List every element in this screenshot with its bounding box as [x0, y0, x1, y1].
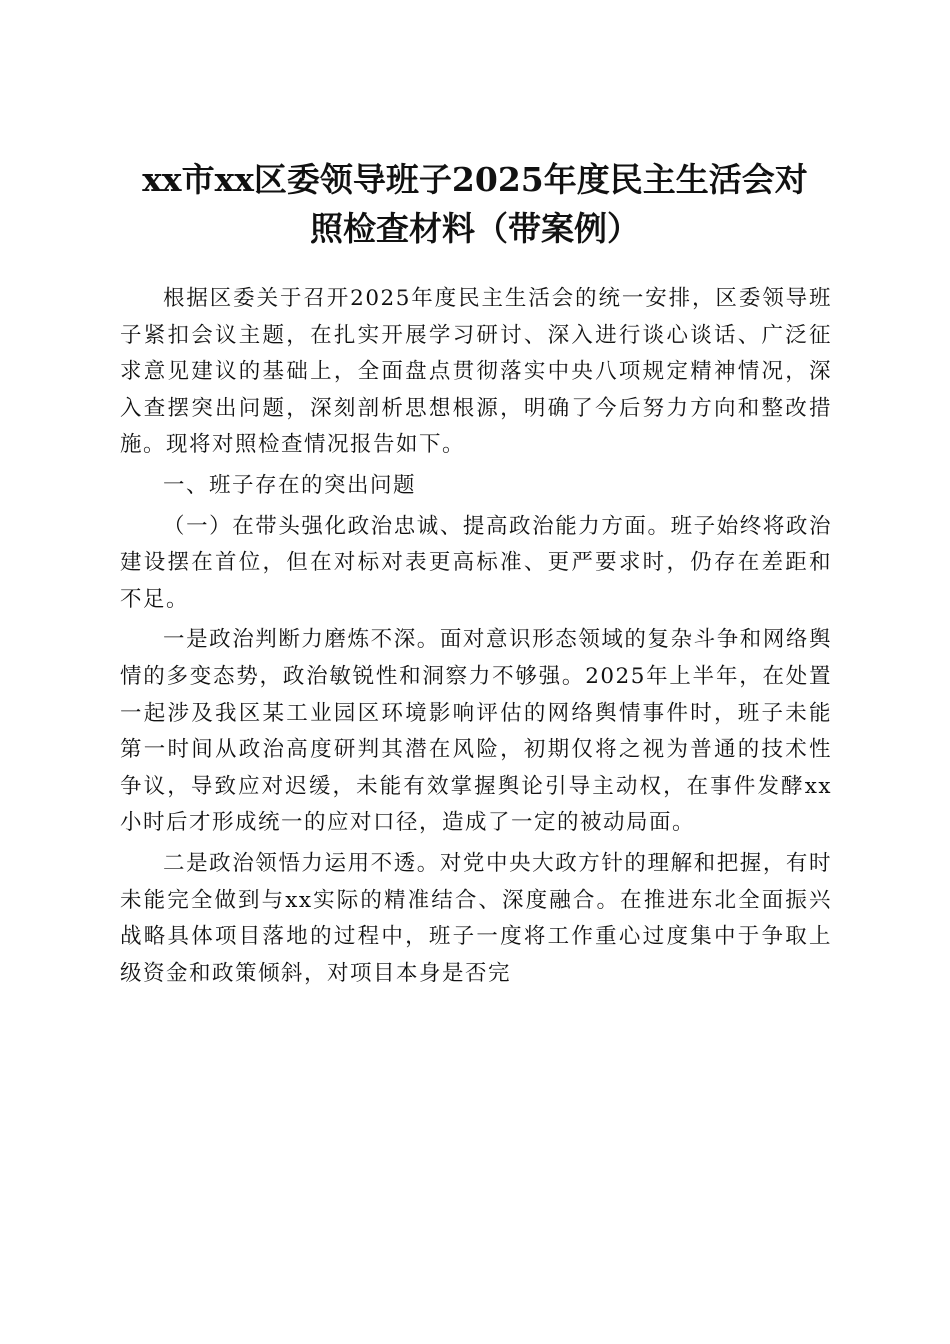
item-2-text: 对党中央大政方针的理解和把握，有时未能完全做到与xx实际的精准结合、深度融合。在推进东北全面振兴战略具体项目落地的过程中，班子一度将工作重心过度集中于争取上级资金和政策倾斜，对项目本身是否完 [120, 850, 832, 986]
item-1-text: 面对意识形态领域的复杂斗争和网络舆情的多变态势，政治敏锐性和洞察力不够强。2025年上半年，在处置一起涉及我区某工业园区环境影响评估的网络舆情事件时，班子未能第一时间从政治高度研判其潜在风险，初期仅将之视为普通的技术性争议，导致应对迟缓，未能有效掌握舆论引导主动权，在事件发酵xx小时后才形成统一的应对口径，造成了一定的被动局面。 [120, 627, 832, 836]
title-line-1: xx市xx区委领导班子2025年度民主生活会对 [142, 160, 808, 200]
intro-paragraph: 根据区委关于召开2025年度民主生活会的统一安排，区委领导班子紧扣会议主题，在扎实开展学习研讨、深入进行谈心谈话、广泛征求意见建议的基础上，全面盘点贯彻落实中央八项规定精神情况，深入查摆突出问题，深刻剖析思想根源，明确了今后努力方向和整改措施。现将对照检查情况报告如下。 [120, 286, 832, 458]
document-body [120, 281, 832, 992]
title-line-2: 照检查材料（带案例） [310, 209, 640, 249]
subsection-1-text: 班子始终将政治建设摆在首位，但在对标对表更高标准、更严要求时，仍存在差距和不足。 [120, 513, 832, 612]
item-2-paragraph [120, 846, 832, 992]
item-2-lead: 二是政治领悟力运用不透。 [163, 850, 440, 876]
item-1-paragraph [120, 622, 832, 842]
item-1-lead: 一是政治判断力磨炼不深。 [163, 627, 440, 653]
subsection-1-paragraph [120, 509, 832, 619]
document-title [110, 155, 840, 253]
section-heading-1: 一、班子存在的突出问题 [163, 472, 417, 498]
subsection-1-lead: （一）在带头强化政治忠诚、提高政治能力方面。 [163, 513, 671, 539]
